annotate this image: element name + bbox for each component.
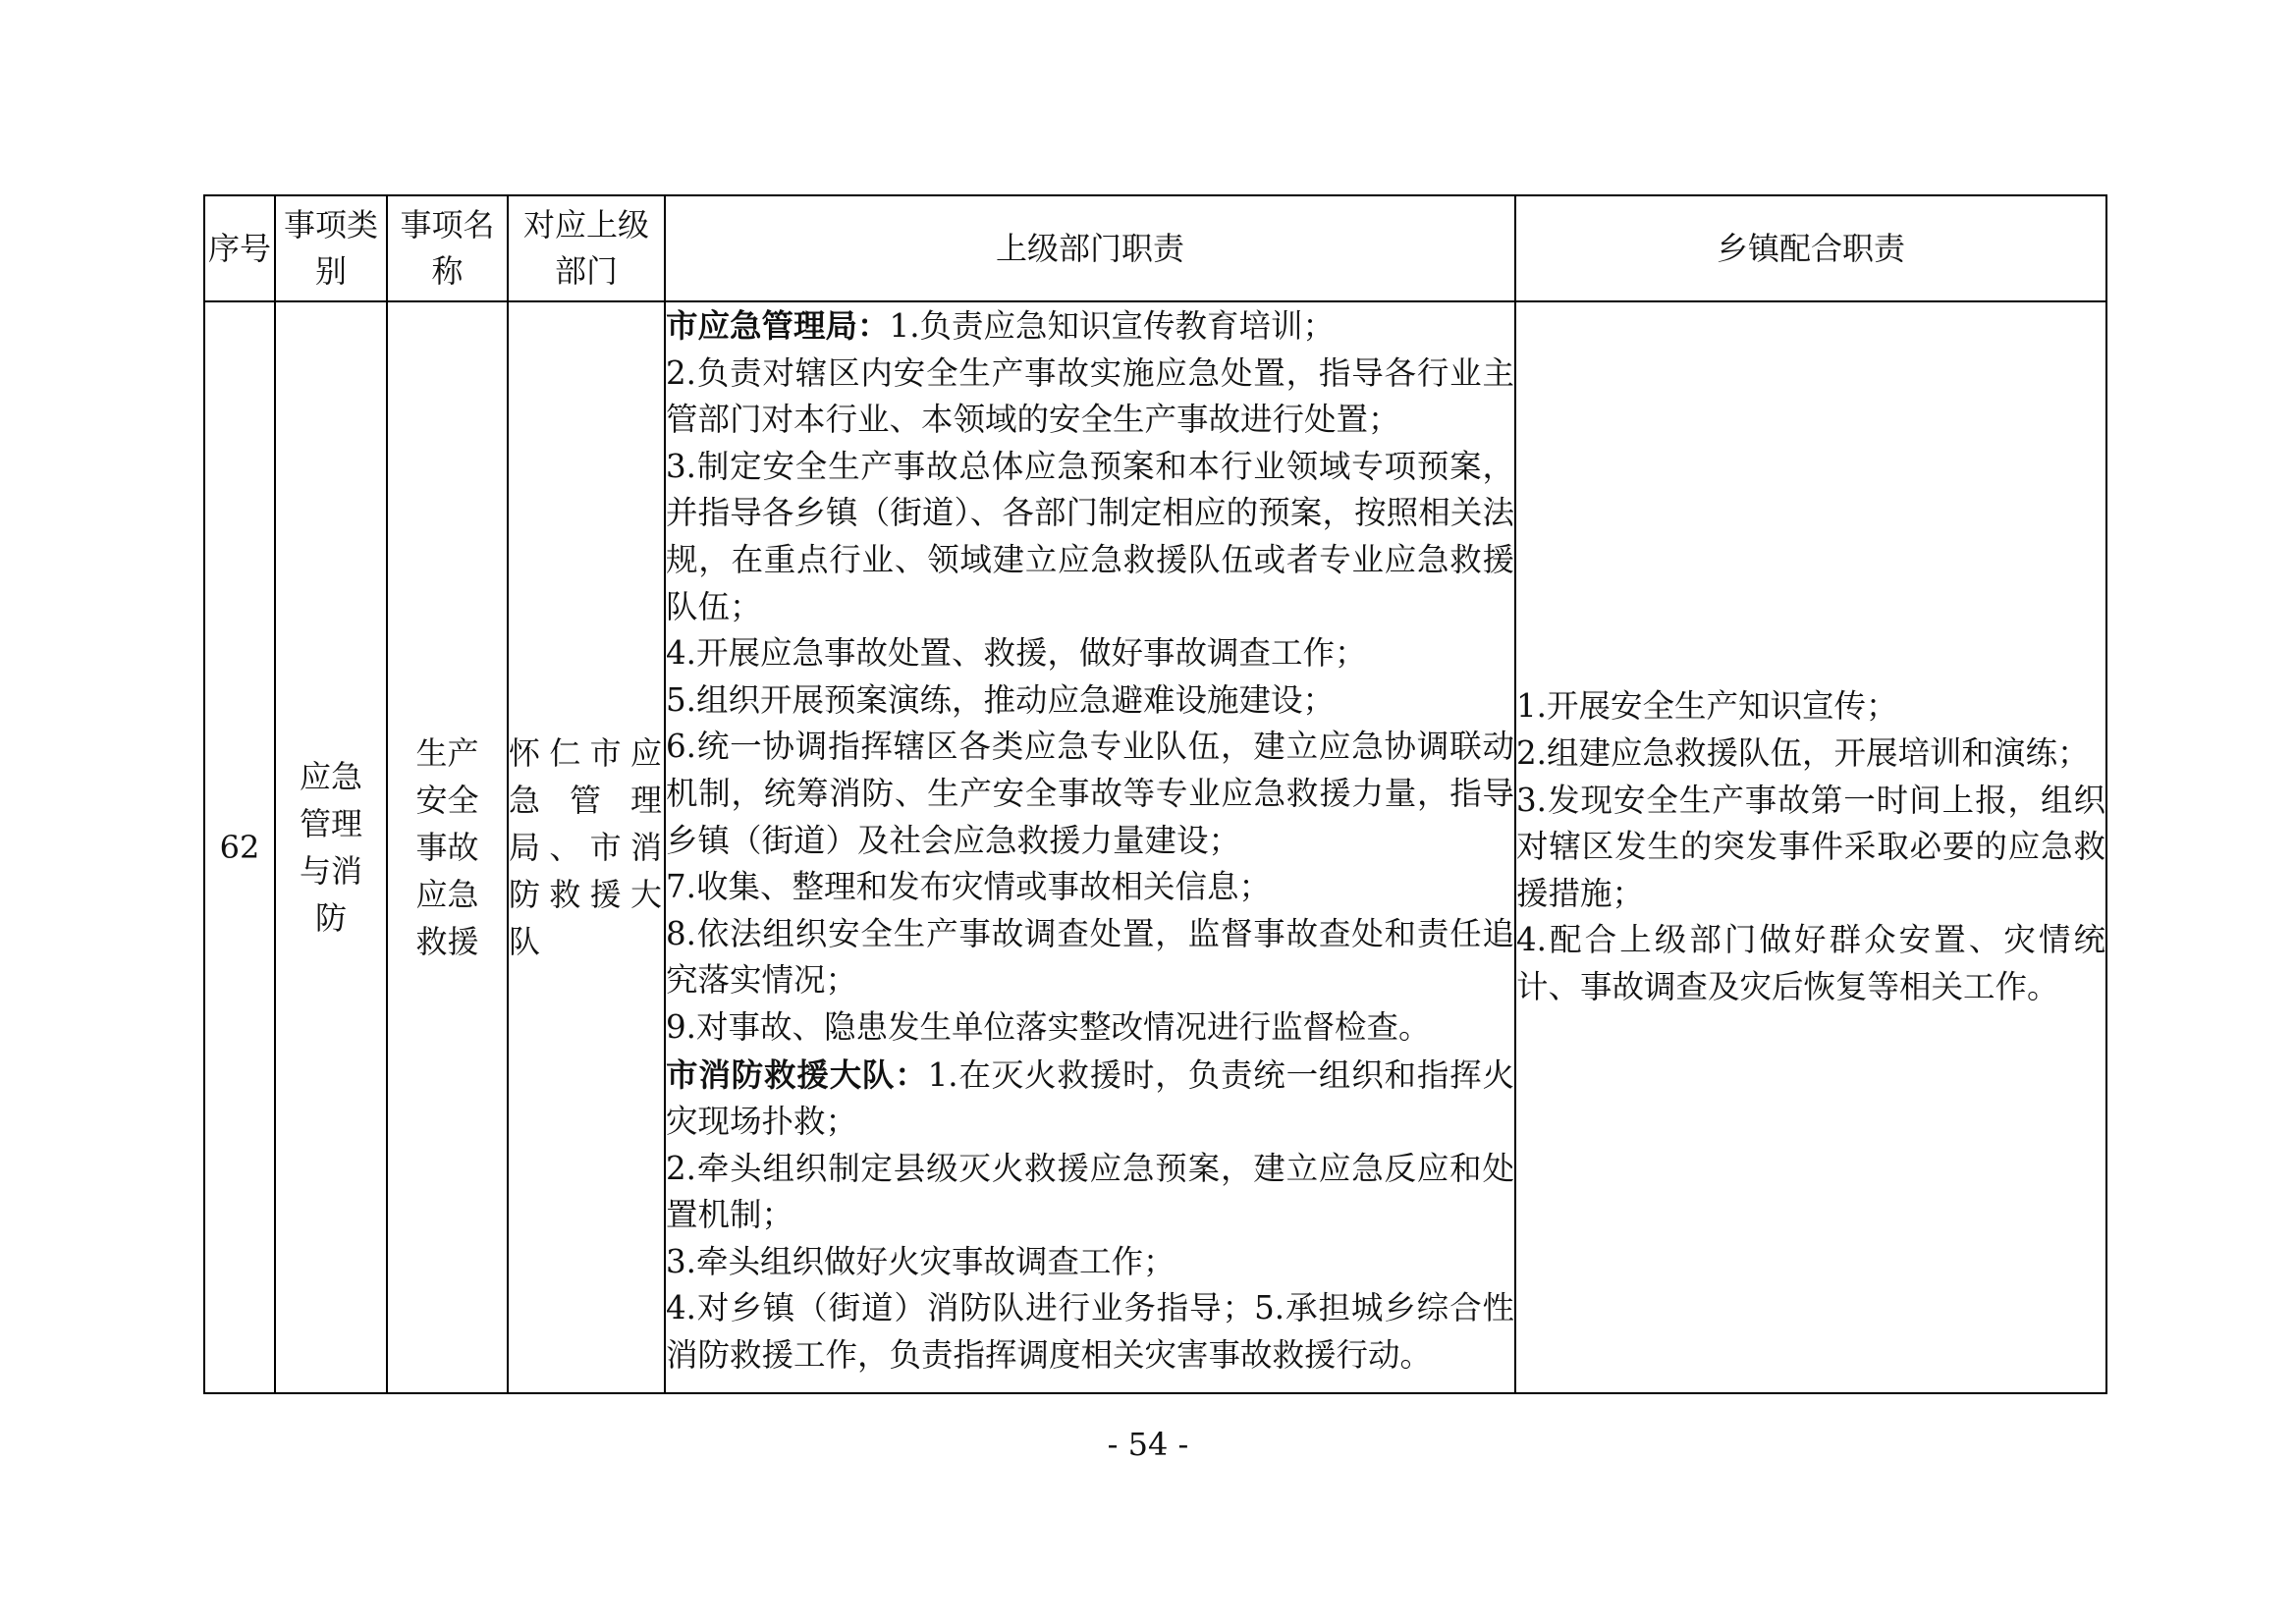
header-dept: 对应上级部门 [508,195,665,301]
header-upper-duty: 上级部门职责 [665,195,1515,301]
page-number: - 54 - [1107,1426,1189,1463]
upper-duty-item: 3.牵头组织做好火灾事故调查工作； [666,1242,1175,1280]
cell-dept: 怀仁市应急管理局、市消防救援大队 [508,301,665,1393]
cell-town-duty [1515,301,2106,1393]
cell-upper-duty [665,301,1515,1393]
town-duty-item: 1.开展安全生产知识宣传； [1516,687,1898,726]
upper-duty-item: 市消防救援大队：1.在灭火救援时，负责统一组织和指挥火灾现场扑救； [666,1055,1514,1141]
cell-category: 应急管理与消防 [275,301,387,1393]
header-category: 事项类别 [275,195,387,301]
upper-duty-item: 9.对事故、隐患发生单位落实整改情况进行监督检查。 [666,1007,1431,1046]
cell-name: 生产安全事故应急救援 [387,301,508,1393]
cell-seq: 62 [204,301,275,1393]
town-duty-item: 2.组建应急救援队伍，开展培训和演练； [1516,734,2090,773]
town-duty-item: 4.配合上级部门做好群众安置、灾情统计、事故调查及灾后恢复等相关工作。 [1516,921,2105,1005]
upper-duty-item: 3.制定安全生产事故总体应急预案和本行业领域专项预案，并指导各乡镇（街道）、各部门制定相应的预案，按照相关法规，在重点行业、领域建立应急救援队伍或者专业应急救援队伍； [666,447,1514,625]
header-seq: 序号 [204,195,275,301]
section-title-fire-brigade: 市消防救援大队： [666,1055,928,1094]
header-row [204,195,2106,301]
table-row [204,301,2106,1393]
upper-duty-item: 6.统一协调指挥辖区各类应急专业队伍，建立应急协调联动机制，统筹消防、生产安全事故等专业应急救援力量，指导乡镇（街道）及社会应急救援力量建设； [666,728,1514,859]
upper-duty-item: 4.对乡镇（街道）消防队进行业务指导；5.承担城乡综合性消防救援工作，负责指挥调度相关灾害事故救援行动。 [666,1289,1514,1375]
upper-duty-item: 4.开展应急事故处置、救援，做好事故调查工作； [666,634,1367,673]
town-duty-item: 3.发现安全生产事故第一时间上报，组织对辖区发生的突发事件采取必要的应急救援措施； [1516,781,2105,912]
header-name: 事项名称 [387,195,508,301]
duty-table [203,194,2107,1394]
header-town-duty: 乡镇配合职责 [1515,195,2106,301]
upper-duty-item: 8.依法组织安全生产事故调查处置，监督事故查处和责任追究落实情况； [666,914,1514,1000]
upper-duty-item: 2.负责对辖区内安全生产事故实施应急处置，指导各行业主管部门对本行业、本领域的安全生产事故进行处置； [666,353,1514,439]
upper-duty-item: 7.收集、整理和发布灾情或事故相关信息； [666,868,1272,906]
upper-duty-item: 2.牵头组织制定县级灭火救援应急预案，建立应急反应和处置机制； [666,1149,1514,1234]
upper-duty-item: 5.组织开展预案演练，推动应急避难设施建设； [666,680,1336,719]
section-title-emergency-bureau: 市应急管理局： [666,306,890,345]
upper-duty-item: 市应急管理局：1.负责应急知识宣传教育培训； [666,306,1336,345]
